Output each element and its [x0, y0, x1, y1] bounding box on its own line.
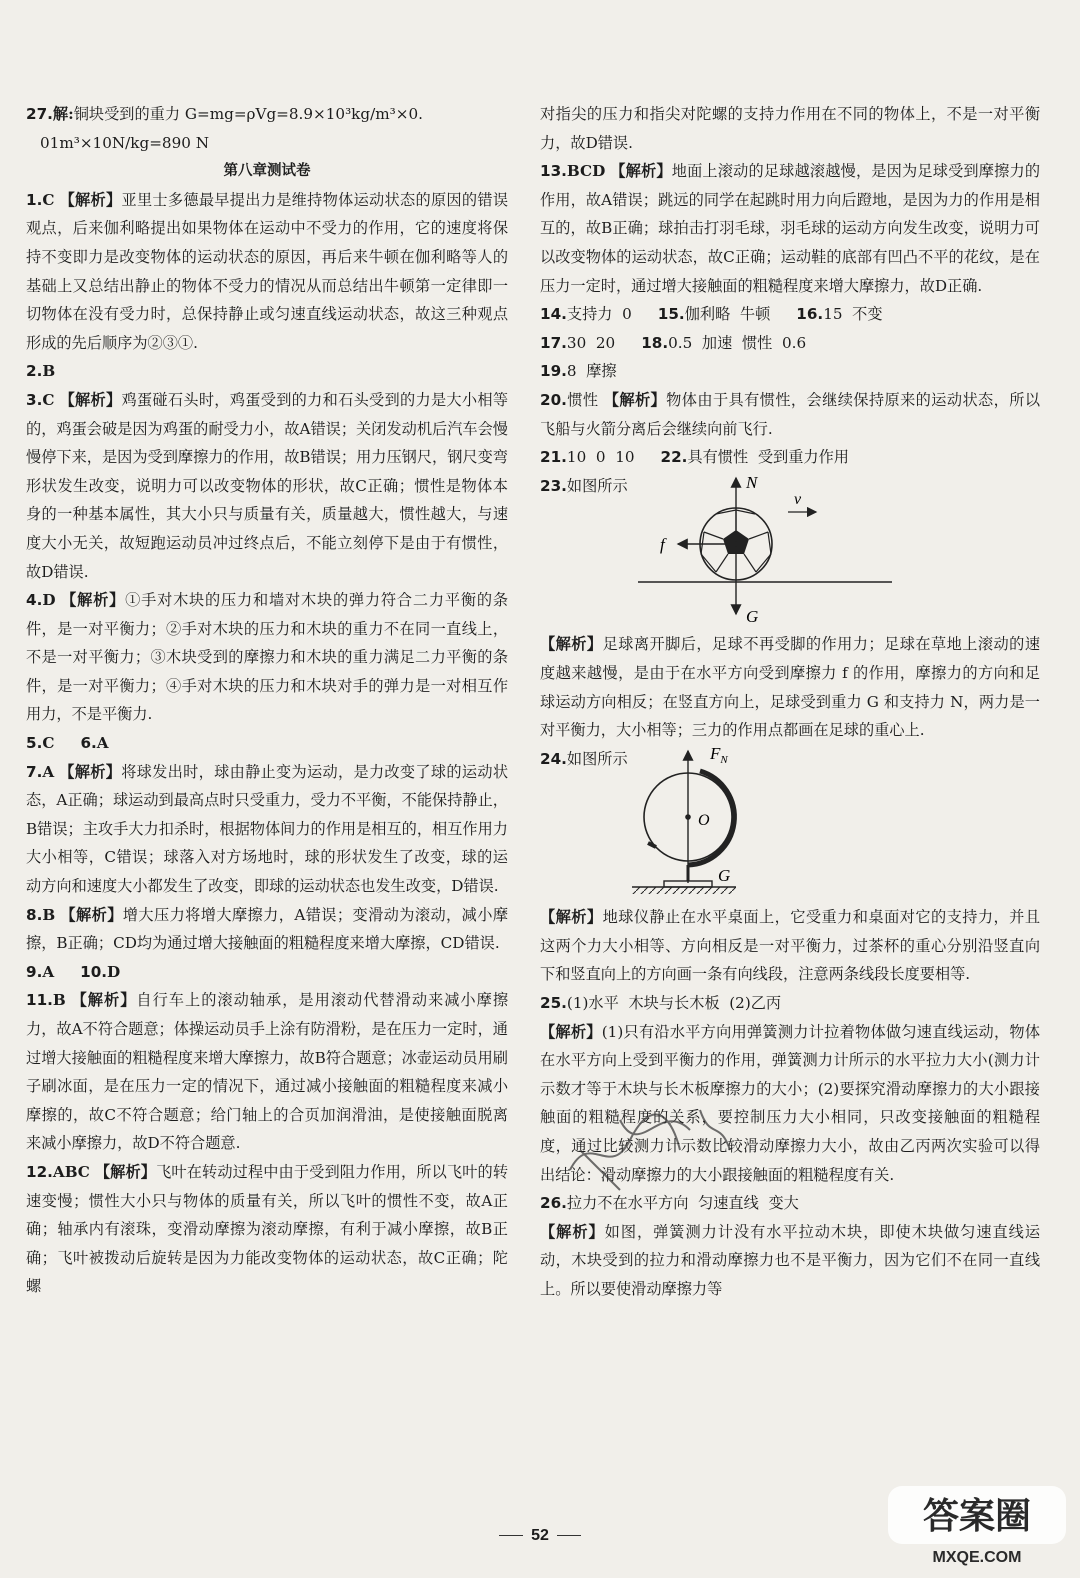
page-number: 52: [531, 1527, 549, 1544]
q25-analysis: 【解析】(1)只有沿水平方向用弹簧测力计拉着物体做匀速直线运动，物体在水平方向上受到平衡力的作用，弹簧测力计所示的水平拉力大小(测力计示数才等于木块与长木板摩擦力的大小；(2)要探究滑动摩擦力的大小跟接触面的粗糙程度的关系，要控制压力大小相同，只改变接触面的粗糙程度，通过比较测力计示数比较滑动摩擦力大小，故由乙丙两次实验可以得出结论：滑动摩擦力的大小跟接触面的粗糙程度有关.: [540, 1022, 1041, 1184]
left-column: [26, 100, 508, 1301]
q4: 4.D 【解析】①手对木块的压力和墙对木块的弹力符合二力平衡的条件，是一对平衡力；②手对木块的压力和木块的重力不在同一直线上，不是一对平衡力；③木块受到的摩擦力和木块的重力满足二力平衡的条件，是一对平衡力；④手对木块的压力和木块对手的弹力是一对相互作用力，不是平衡力.: [26, 591, 509, 724]
q9-10: 9.A 10.D: [26, 962, 121, 981]
watermark-logo: [882, 1480, 1072, 1570]
globe-arc: [688, 771, 734, 865]
q24-analysis: 【解析】地球仪静止在水平桌面上，它受重力和桌面对它的支持力，并且这两个力大小相等、方向相反是一对平衡力，过茶杯的重心分别沿竖直向下和竖直向上的方向画一条有向线段，注意两条线段长度要相等.: [540, 908, 1041, 984]
label-fn: $F_N$: [710, 747, 728, 767]
label-f: f: [660, 535, 665, 555]
q21-22: 21.10 0 10 22.具有惯性 受到重力作用: [540, 448, 849, 467]
q23: 23.如图所示: [540, 476, 628, 495]
q26: 26.拉力不在水平方向 匀速直线 变大: [540, 1194, 799, 1213]
q8: 8.B 【解析】增大压力将增大摩擦力，A错误；变滑动为滚动，减小摩擦，B正确；CD均为通过增大接触面的粗糙程度来增大摩擦，CD错误.: [26, 905, 509, 953]
q17-18: 17.30 20 18.0.5 加速 惯性 0.6: [540, 333, 807, 352]
label-v: v: [794, 491, 802, 509]
q11: 11.B 【解析】自行车上的滚动轴承，是用滚动代替滑动来减小摩擦力，故A不符合题意；体操运动员手上涂有防滑粉，是在压力一定时，通过增大接触面的粗糙程度来增大摩擦力，故B符合题意；冰壶运动员用刷子刷冰面，是在压力一定的情况下，通过减小接触面的粗糙程度来减小摩擦的，故C不符合题意；给门轴上的合页加润滑油，是使接触面脱离来减小摩擦力，故D不符合题意.: [26, 991, 509, 1153]
figure-football: [540, 476, 1040, 626]
handwritten-scribble: [560, 1090, 740, 1200]
label-o: O: [698, 812, 710, 830]
q14-16: 14.支持力 0 15.伽利略 牛顿 16.15 不变: [540, 305, 883, 324]
label-g: G: [746, 607, 759, 627]
label-n: N: [746, 476, 758, 493]
watermark-brand: 答案圈: [922, 1496, 1032, 1537]
q12-continued: 对指尖的压力和指尖对陀螺的支持力作用在不同的物体上，不是一对平衡力，故D错误.: [540, 105, 1040, 152]
watermark-url: MXQE.COM: [932, 1549, 1022, 1566]
q20: 20.惯性 【解析】物体由于具有惯性，会继续保持原来的运动状态，所以飞船与火箭分离后会继续向前飞行.: [540, 390, 1041, 438]
q12: 12.ABC 【解析】飞叶在转动过程中由于受到阻力作用，所以飞叶的转速变慢；惯性大小只与物体的质量有关，所以飞叶的惯性不变，故A正确；轴承内有滚珠，变滑动摩擦为滚动摩擦，有利于减小摩擦，故B正确；飞叶被拨动后旋转是因为力能改变物体的运动状态，故C正确；陀螺: [26, 1162, 509, 1296]
q13: 13.BCD 【解析】地面上滚动的足球越滚越慢，是因为足球受到摩擦力的作用，故A错误；跳远的同学在起跳时用力向后蹬地，是因为力的作用是相互的，故B正确；球拍击打羽毛球，羽毛球的运动方向发生改变，说明力可以改变物体的运动状态，故C正确；运动鞋的底部有凹凸不平的花纹，是在压力一定时，通过增大接触面的粗糙程度来增大摩擦力，故D正确.: [540, 162, 1041, 295]
q19: 19.8 摩擦: [540, 362, 617, 381]
q24: 24.如图所示: [540, 749, 628, 768]
q1: 1.C 【解析】亚里士多德最早提出力是维持物体运动状态的原因的错误观点，后来伽利略提出如果物体在运动中不受力的作用，它的速度将保持不变即力是改变物体的运动状态的原因，再后来牛顿在伽利略等人的基础上又总结出静止的物体不受力的情况从而总结出牛顿第一定律即一切物体在没有受力时，总保持静止或匀速直线运动状态，故这三种观点形成的先后顺序为②③①.: [26, 190, 509, 352]
q25: 25.(1)水平 木块与长木板 (2)乙丙: [540, 994, 782, 1013]
q27: 27.解:铜块受到的重力 G=mg=ρVg=8.9×10³kg/m³×0. 01m³×10N/kg=890 N: [26, 105, 423, 152]
football-force-diagram: [540, 476, 1040, 626]
q26-analysis: 【解析】如图，弹簧测力计没有水平拉动木块，即使木块做匀速直线运动，木块受到的拉力和滑动摩擦力也不是平衡力，因为它们不在同一直线上。所以要使滑动摩擦力等: [540, 1222, 1041, 1298]
figure-globe: [540, 747, 1040, 899]
q3: 3.C 【解析】鸡蛋碰石头时，鸡蛋受到的力和石头受到的力是大小相等的，鸡蛋会破是因为鸡蛋的耐受力小，故A错误；关闭发动机后汽车会慢慢停下来，是因为受到摩擦力的作用，故B错误；用力压钢尺，钢尺变弯形状发生改变，说明力可以改变物体的形状，故C正确；惯性是物体本身的一种基本属性，其大小只与质量有关，质量越大，惯性越大，与速度大小无关，故短跑运动员冲过终点后，不能立刻停下是由于有惯性，故D错误.: [26, 390, 509, 581]
q5-6: 5.C 6.A: [26, 734, 109, 753]
globe-force-diagram: [540, 747, 1040, 899]
label-g2: G: [718, 866, 731, 886]
chapter-title: 第八章测试卷: [223, 163, 311, 180]
q7: 7.A 【解析】将球发出时，球由静止变为运动，是力改变了球的运动状态，A正确；球运动到最高点时只受重力，受力不平衡，不能保持静止，B错误；主攻手大力扣杀时，根据物体间力的作用是相互的，相互作用力大小相等，C错误；球落入对方场地时，球的形状发生了改变，球的运动方向和速度大小都发生了改变，即球的运动状态也发生改变，D错误.: [26, 762, 509, 896]
q2: 2.B: [26, 362, 56, 381]
q23-analysis: 【解析】足球离开脚后，足球不再受脚的作用力；足球在草地上滚动的速度越来越慢，是由于在水平方向受到摩擦力 f 的作用，摩擦力的方向和足球运动方向相反；在竖直方向上，足球受到重力 G 和支持力 N，两力是一对平衡力，大小相等；三力的作用点都画在足球的重心上.: [540, 635, 1041, 740]
